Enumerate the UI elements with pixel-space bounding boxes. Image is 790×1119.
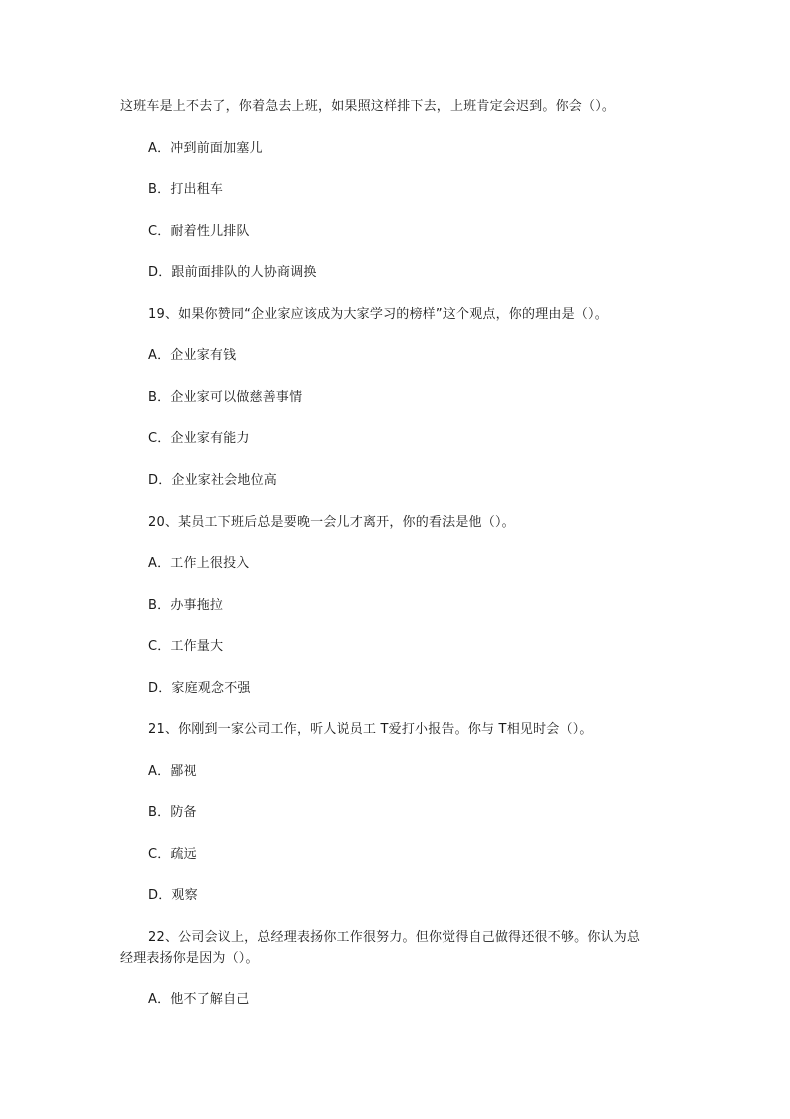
q19-option-a: A．企业家有钱 [148, 348, 237, 363]
q22-option-a: A．他不了解自己 [148, 992, 250, 1007]
question-18-stem: 这班车是上不去了，你着急去上班，如果照这样排下去，上班肯定会迟到。你会（）。 [120, 99, 616, 114]
question-19: 19、如果你赞同“企业家应该成为大家学习的榜样”这个观点，你的理由是（）。 [148, 307, 608, 322]
q20-option-d: D．家庭观念不强 [148, 681, 251, 696]
q21-option-b: B．防备 [148, 805, 197, 820]
q18-option-a: A．冲到前面加塞儿 [148, 141, 263, 156]
question-20: 20、某员工下班后总是要晚一会儿才离开，你的看法是他（）。 [148, 515, 515, 530]
q19-option-c: C．企业家有能力 [148, 431, 250, 446]
q21-option-c: C．疏远 [148, 847, 197, 862]
q18-option-c: C．耐着性儿排队 [148, 224, 250, 239]
q20-option-a: A．工作上很投入 [148, 556, 250, 571]
question-22-line-1: 22、公司会议上，总经理表扬你工作很努力。但你觉得自己做得还很不够。你认为总 [148, 930, 641, 945]
q18-option-d: D．跟前面排队的人协商调换 [148, 265, 317, 280]
question-22-line-2: 经理表扬你是因为（）。 [120, 951, 259, 966]
q21-option-d: D．观察 [148, 888, 198, 903]
q18-option-b: B．打出租车 [148, 182, 224, 197]
q19-option-d: D．企业家社会地位高 [148, 473, 278, 488]
q19-option-b: B．企业家可以做慈善事情 [148, 390, 303, 405]
question-21: 21、你刚到一家公司工作，听人说员工 T爱打小报告。你与 T相见时会（）。 [148, 722, 593, 737]
q20-option-b: B．办事拖拉 [148, 598, 224, 613]
q20-option-c: C．工作量大 [148, 639, 224, 654]
q21-option-a: A．鄙视 [148, 764, 197, 779]
